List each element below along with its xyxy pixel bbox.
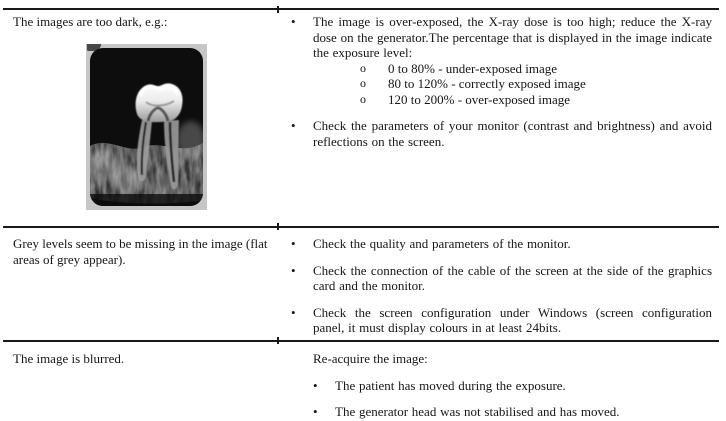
problem-cell (13, 14, 271, 30)
xray-sample-image (86, 44, 207, 210)
exposure-levels-list (313, 61, 712, 108)
solution-text: The patient has moved during the exposure. (335, 377, 566, 393)
bullet-icon: • (291, 304, 296, 320)
solutions-intro: Re-acquire the image: (313, 351, 428, 366)
bullet-icon: • (291, 236, 296, 251)
solution-text: Check the quality and parameters of the monitor. (313, 236, 571, 251)
solution-item (278, 14, 712, 107)
circle-bullet-icon: o (360, 60, 366, 75)
solution-text-wrap (313, 14, 712, 107)
solution-item (278, 378, 712, 394)
solution-item (278, 263, 712, 294)
circle-bullet-icon: o (360, 76, 366, 90)
bullet-icon: • (313, 404, 318, 419)
sub-item (313, 76, 712, 92)
sub-item-text: 0 to 80% - under-exposed image (388, 60, 558, 76)
table-row (0, 8, 726, 226)
problem-cell (13, 351, 271, 367)
table-row (0, 341, 726, 421)
table-row (0, 227, 726, 340)
solution-item (278, 236, 712, 252)
xray-film (90, 48, 203, 206)
solutions-cell (278, 14, 712, 160)
tooth-xray-graphic (90, 48, 203, 206)
solution-text: The generator head was not stabilised and has moved. (335, 404, 620, 419)
circle-bullet-icon: o (360, 91, 366, 106)
solution-item (278, 305, 712, 336)
solution-text: Check the parameters of your monitor (contrast and brightness) and avoid reflections on the screen. (313, 118, 712, 149)
bullet-icon: • (313, 377, 318, 393)
solution-text: The image is over-exposed, the X-ray dose is too high; reduce the X-ray dose on the generator.The percentage that is displayed in the image indicate the exposure level: (313, 14, 712, 60)
bullet-icon: • (291, 14, 296, 29)
solution-text: Check the connection of the cable of the screen at the side of the graphics card and the monitor. (313, 262, 712, 293)
sub-item (313, 61, 712, 77)
bullet-icon: • (291, 118, 296, 133)
problem-text: The image is blurred. (13, 351, 125, 366)
solution-item (278, 404, 712, 420)
solution-item (278, 118, 712, 149)
sub-item-text: 120 to 200% - over-exposed image (388, 91, 571, 107)
solutions-cell (278, 351, 712, 421)
problem-text: Grey levels seem to be missing in the image (flat areas of grey appear). (13, 236, 268, 267)
solution-text: Check the screen configuration under Windows (screen configuration panel, it must display colours in at least 24bits. (313, 304, 712, 335)
sub-item (313, 92, 712, 108)
problem-cell (13, 236, 271, 267)
problem-text: The images are too dark, e.g.: (13, 14, 168, 29)
bullet-icon: • (291, 262, 296, 278)
sub-item-text: 80 to 120% - correctly exposed image (388, 76, 586, 91)
solutions-cell (278, 236, 712, 347)
